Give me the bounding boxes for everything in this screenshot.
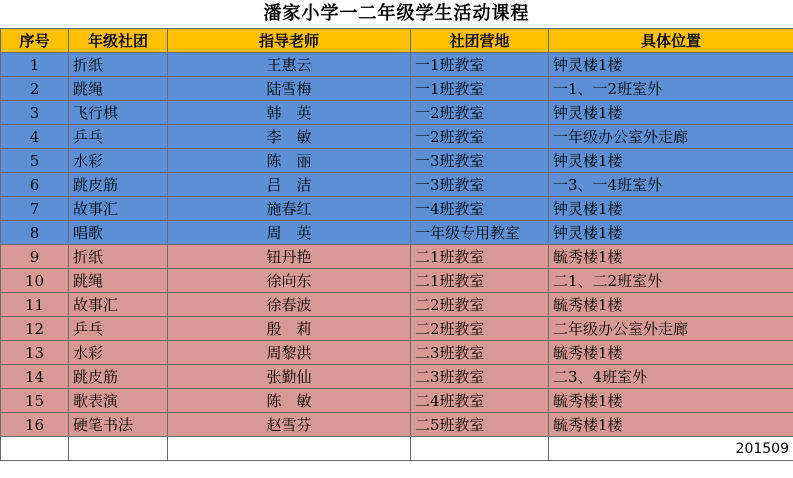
cell-teacher[interactable]: 李 敏 <box>168 125 411 149</box>
cell-number[interactable]: 1 <box>1 53 69 77</box>
cell-number[interactable]: 6 <box>1 173 69 197</box>
cell-teacher[interactable]: 陈 敏 <box>168 389 411 413</box>
cell-camp[interactable]: 一1班教室 <box>411 53 549 77</box>
table-body <box>1 53 793 437</box>
cell-camp[interactable]: 一年级专用教室 <box>411 221 549 245</box>
cell-location[interactable]: 钟灵楼1楼 <box>549 101 793 125</box>
cell-number[interactable]: 3 <box>1 101 69 125</box>
cell-camp[interactable]: 二1班教室 <box>411 269 549 293</box>
cell-number[interactable]: 8 <box>1 221 69 245</box>
cell-number[interactable]: 12 <box>1 317 69 341</box>
cell-location[interactable]: 二年级办公室外走廊 <box>549 317 793 341</box>
table-row <box>1 77 793 101</box>
table-row <box>1 149 793 173</box>
cell-teacher[interactable]: 周黎洪 <box>168 341 411 365</box>
cell-number[interactable]: 11 <box>1 293 69 317</box>
cell-number[interactable]: 13 <box>1 341 69 365</box>
table-row <box>1 245 793 269</box>
cell-camp[interactable]: 一2班教室 <box>411 125 549 149</box>
cell-location[interactable]: 毓秀楼1楼 <box>549 293 793 317</box>
cell-number[interactable]: 16 <box>1 413 69 437</box>
cell-number[interactable]: 9 <box>1 245 69 269</box>
table-row <box>1 365 793 389</box>
cell-teacher[interactable]: 吕 洁 <box>168 173 411 197</box>
cell-club[interactable]: 折纸 <box>69 53 168 77</box>
footer-cell[interactable] <box>1 437 69 461</box>
cell-teacher[interactable]: 王惠云 <box>168 53 411 77</box>
cell-camp[interactable]: 二5班教室 <box>411 413 549 437</box>
cell-teacher[interactable]: 陆雪梅 <box>168 77 411 101</box>
cell-club[interactable]: 跳绳 <box>69 77 168 101</box>
cell-teacher[interactable]: 周 英 <box>168 221 411 245</box>
cell-location[interactable]: 一3、一4班室外 <box>549 173 793 197</box>
table-row <box>1 197 793 221</box>
cell-camp[interactable]: 二2班教室 <box>411 293 549 317</box>
cell-teacher[interactable]: 徐春波 <box>168 293 411 317</box>
table-row <box>1 413 793 437</box>
cell-location[interactable]: 钟灵楼1楼 <box>549 53 793 77</box>
table-row <box>1 125 793 149</box>
cell-location[interactable]: 毓秀楼1楼 <box>549 245 793 269</box>
cell-number[interactable]: 15 <box>1 389 69 413</box>
cell-club[interactable]: 乒乓 <box>69 317 168 341</box>
footer-code-cell[interactable]: 201509 <box>549 437 793 461</box>
cell-location[interactable]: 一1、一2班室外 <box>549 77 793 101</box>
cell-camp[interactable]: 一2班教室 <box>411 101 549 125</box>
table-row <box>1 173 793 197</box>
header-row <box>1 29 793 53</box>
cell-camp[interactable]: 二4班教室 <box>411 389 549 413</box>
cell-number[interactable]: 2 <box>1 77 69 101</box>
cell-teacher[interactable]: 钮丹艳 <box>168 245 411 269</box>
cell-club[interactable]: 故事汇 <box>69 197 168 221</box>
cell-location[interactable]: 毓秀楼1楼 <box>549 341 793 365</box>
cell-club[interactable]: 跳皮筋 <box>69 173 168 197</box>
cell-teacher[interactable]: 张勤仙 <box>168 365 411 389</box>
cell-club[interactable]: 水彩 <box>69 341 168 365</box>
cell-camp[interactable]: 二1班教室 <box>411 245 549 269</box>
cell-location[interactable]: 毓秀楼1楼 <box>549 389 793 413</box>
header-teacher[interactable]: 指导老师 <box>168 29 411 53</box>
cell-club[interactable]: 跳皮筋 <box>69 365 168 389</box>
cell-location[interactable]: 一年级办公室外走廊 <box>549 125 793 149</box>
cell-club[interactable]: 折纸 <box>69 245 168 269</box>
cell-number[interactable]: 14 <box>1 365 69 389</box>
cell-location[interactable]: 毓秀楼1楼 <box>549 413 793 437</box>
cell-teacher[interactable]: 赵雪芬 <box>168 413 411 437</box>
cell-teacher[interactable]: 韩 英 <box>168 101 411 125</box>
cell-camp[interactable]: 二3班教室 <box>411 365 549 389</box>
cell-teacher[interactable]: 徐向东 <box>168 269 411 293</box>
cell-teacher[interactable]: 殷 莉 <box>168 317 411 341</box>
cell-camp[interactable]: 一1班教室 <box>411 77 549 101</box>
activity-table <box>0 28 793 461</box>
header-number[interactable]: 序号 <box>1 29 69 53</box>
cell-camp[interactable]: 二3班教室 <box>411 341 549 365</box>
cell-number[interactable]: 7 <box>1 197 69 221</box>
footer-cell[interactable] <box>69 437 168 461</box>
table-row <box>1 341 793 365</box>
cell-location[interactable]: 钟灵楼1楼 <box>549 197 793 221</box>
cell-location[interactable]: 二3、4班室外 <box>549 365 793 389</box>
cell-club[interactable]: 跳绳 <box>69 269 168 293</box>
footer-cell[interactable] <box>411 437 549 461</box>
table-row <box>1 221 793 245</box>
header-camp[interactable]: 社团营地 <box>411 29 549 53</box>
table-row <box>1 53 793 77</box>
cell-teacher[interactable]: 陈 丽 <box>168 149 411 173</box>
cell-club[interactable]: 歌表演 <box>69 389 168 413</box>
cell-club[interactable]: 水彩 <box>69 149 168 173</box>
cell-club[interactable]: 乒乓 <box>69 125 168 149</box>
footer-cell[interactable] <box>168 437 411 461</box>
cell-club[interactable]: 唱歌 <box>69 221 168 245</box>
cell-number[interactable]: 5 <box>1 149 69 173</box>
cell-camp[interactable]: 一4班教室 <box>411 197 549 221</box>
cell-location[interactable]: 钟灵楼1楼 <box>549 149 793 173</box>
table-row <box>1 317 793 341</box>
cell-club[interactable]: 故事汇 <box>69 293 168 317</box>
table-row <box>1 293 793 317</box>
footer-row <box>1 437 793 461</box>
cell-club[interactable]: 飞行棋 <box>69 101 168 125</box>
cell-teacher[interactable]: 施春红 <box>168 197 411 221</box>
cell-camp[interactable]: 二2班教室 <box>411 317 549 341</box>
cell-location[interactable]: 二1、二2班室外 <box>549 269 793 293</box>
table-row <box>1 101 793 125</box>
sheet-title: 潘家小学一二年级学生活动课程 <box>263 3 530 24</box>
cell-location[interactable]: 钟灵楼1楼 <box>549 221 793 245</box>
cell-number[interactable]: 4 <box>1 125 69 149</box>
cell-camp[interactable]: 一3班教室 <box>411 173 549 197</box>
cell-number[interactable]: 10 <box>1 269 69 293</box>
table-row <box>1 269 793 293</box>
header-club[interactable]: 年级社团 <box>69 29 168 53</box>
header-location[interactable]: 具体位置 <box>549 29 793 53</box>
cell-club[interactable]: 硬笔书法 <box>69 413 168 437</box>
cell-camp[interactable]: 一3班教室 <box>411 149 549 173</box>
table-row <box>1 389 793 413</box>
